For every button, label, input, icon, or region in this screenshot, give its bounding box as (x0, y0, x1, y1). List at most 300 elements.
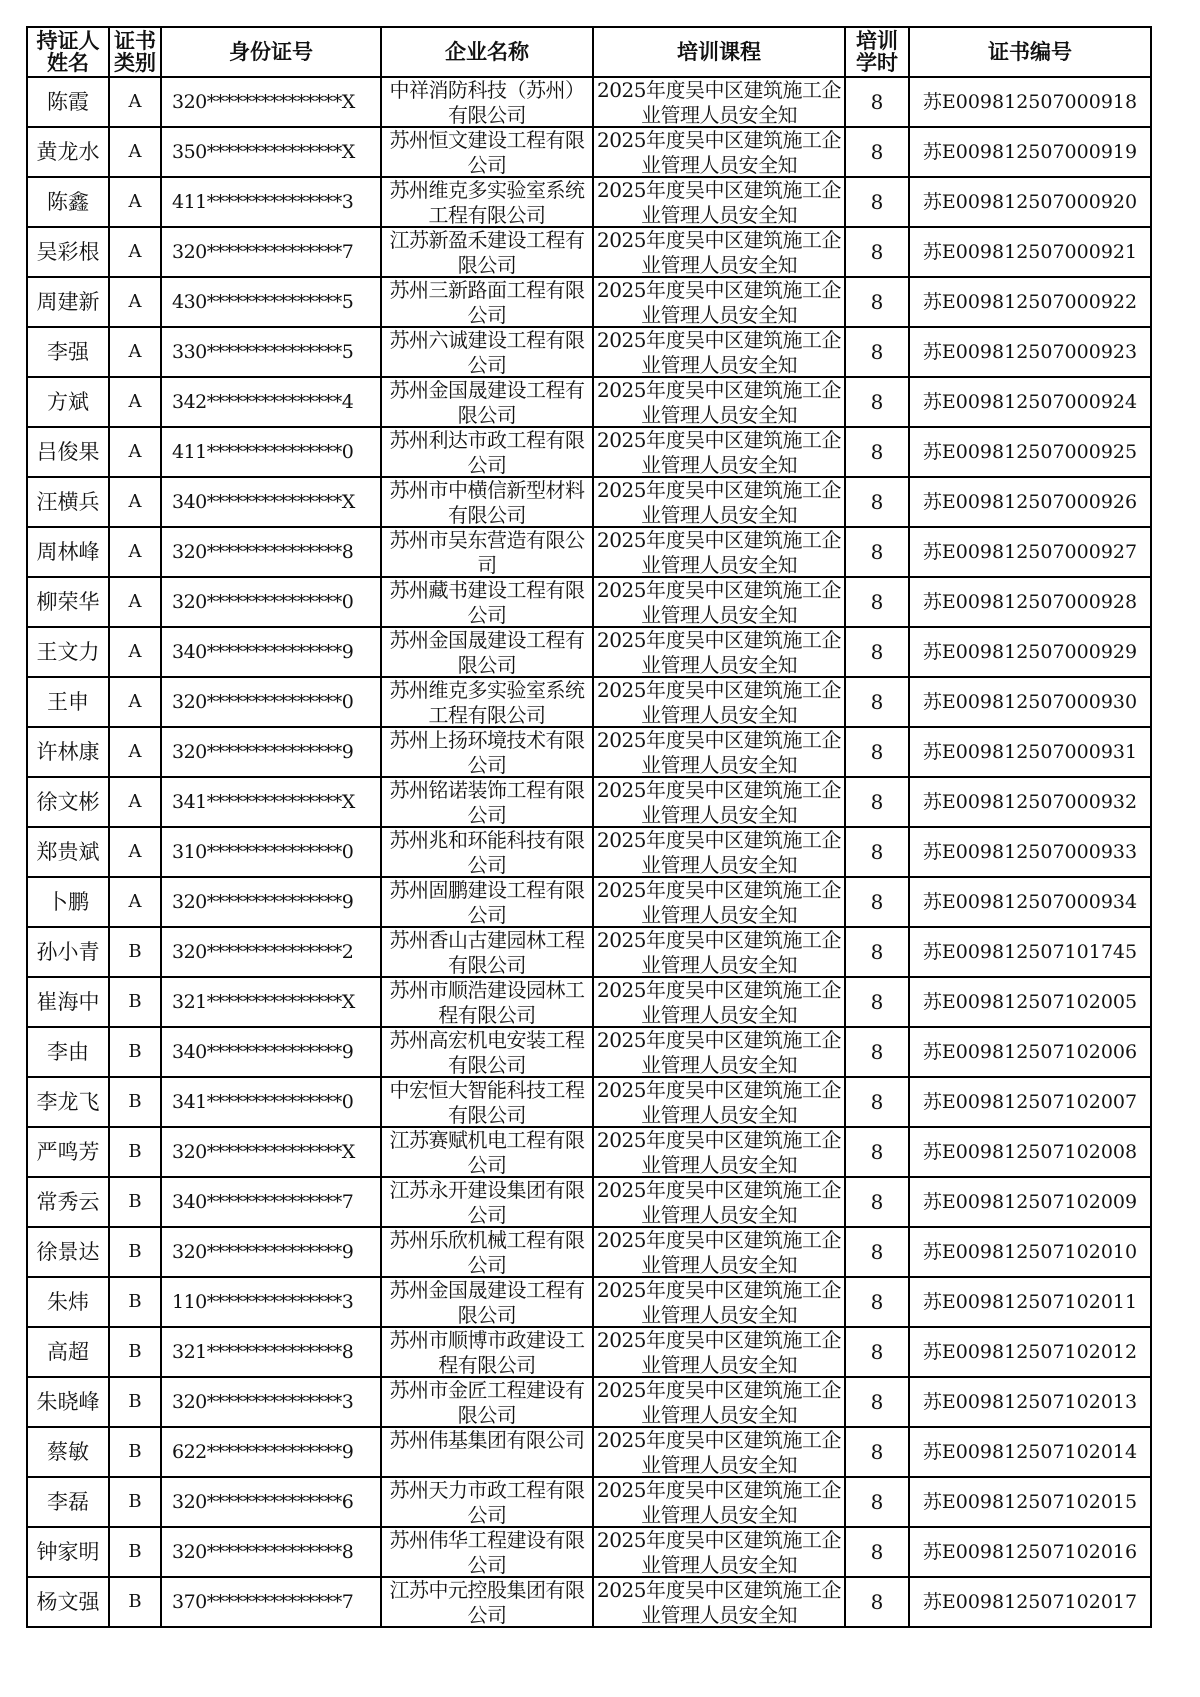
cell-course (593, 1277, 845, 1327)
cell-category: B (109, 1177, 161, 1227)
cell-course-text: 2025年度吴中区建筑施工企业管理人员安全知 (597, 878, 841, 926)
table-row (27, 927, 1151, 977)
cell-id-number: 350***************X (161, 127, 381, 177)
cell-id-number: 320***************X (161, 77, 381, 127)
cell-company-text: 苏州天力市政工程有限公司 (389, 1478, 585, 1526)
table-row (27, 577, 1151, 627)
cell-category: B (109, 1527, 161, 1577)
cell-company-text: 苏州伟基集团有限公司 (389, 1428, 585, 1452)
table-row (27, 877, 1151, 927)
cell-company-text: 苏州伟华工程建设有限公司 (389, 1528, 585, 1576)
cell-company (381, 927, 593, 977)
cell-category: A (109, 527, 161, 577)
cell-cert-no: 苏E009812507102008 (909, 1127, 1151, 1177)
cell-course-text: 2025年度吴中区建筑施工企业管理人员安全知 (597, 378, 841, 426)
cell-company-text: 苏州固鹏建设工程有限公司 (389, 878, 585, 926)
table-row (27, 827, 1151, 877)
cell-cert-no: 苏E009812507000929 (909, 627, 1151, 677)
cell-name: 蔡敏 (27, 1427, 109, 1477)
table-row (27, 1077, 1151, 1127)
cell-cert-no: 苏E009812507000930 (909, 677, 1151, 727)
cell-cert-no: 苏E009812507000926 (909, 477, 1151, 527)
table-row (27, 1427, 1151, 1477)
table-row (27, 277, 1151, 327)
cell-cert-no: 苏E009812507102007 (909, 1077, 1151, 1127)
cell-company-text: 苏州金国晟建设工程有限公司 (389, 1278, 585, 1326)
cell-company (381, 527, 593, 577)
cell-company-text: 苏州香山古建园林工程有限公司 (389, 928, 585, 976)
cell-company (381, 1227, 593, 1277)
cell-category: A (109, 327, 161, 377)
table-row (27, 1527, 1151, 1577)
cell-category: B (109, 1027, 161, 1077)
table-row (27, 1327, 1151, 1377)
cell-company (381, 877, 593, 927)
table-row (27, 727, 1151, 777)
cell-hours: 8 (845, 1527, 909, 1577)
table-row (27, 227, 1151, 277)
table-row (27, 527, 1151, 577)
header-row (27, 27, 1151, 77)
cell-course (593, 727, 845, 777)
cell-hours: 8 (845, 677, 909, 727)
cell-id-number: 320***************0 (161, 677, 381, 727)
cell-hours: 8 (845, 527, 909, 577)
cell-course-text: 2025年度吴中区建筑施工企业管理人员安全知 (597, 328, 841, 376)
cell-name: 周建新 (27, 277, 109, 327)
header-cert-no: 证书编号 (909, 27, 1151, 77)
cell-course-text: 2025年度吴中区建筑施工企业管理人员安全知 (597, 1178, 841, 1226)
cell-id-number: 340***************7 (161, 1177, 381, 1227)
table-header (27, 27, 1151, 77)
cell-course-text: 2025年度吴中区建筑施工企业管理人员安全知 (597, 628, 841, 676)
cell-hours: 8 (845, 1177, 909, 1227)
cell-cert-no: 苏E009812507000933 (909, 827, 1151, 877)
cell-id-number: 321***************X (161, 977, 381, 1027)
cell-id-number: 320***************3 (161, 1377, 381, 1427)
cell-company-text: 江苏中元控股集团有限公司 (389, 1578, 585, 1626)
header-name: 持证人姓名 (27, 27, 109, 77)
cell-hours: 8 (845, 77, 909, 127)
cell-id-number: 320***************X (161, 1127, 381, 1177)
cell-cert-no: 苏E009812507000922 (909, 277, 1151, 327)
cell-cert-no: 苏E009812507102010 (909, 1227, 1151, 1277)
cell-cert-no: 苏E009812507102016 (909, 1527, 1151, 1577)
cell-company (381, 477, 593, 527)
header-course: 培训课程 (593, 27, 845, 77)
cell-hours: 8 (845, 727, 909, 777)
cell-category: B (109, 927, 161, 977)
table-row (27, 377, 1151, 427)
cell-company (381, 1477, 593, 1527)
table-row (27, 1277, 1151, 1327)
cell-hours: 8 (845, 777, 909, 827)
cell-category: A (109, 827, 161, 877)
cell-hours: 8 (845, 327, 909, 377)
cell-company-text: 苏州市金匠工程建设有限公司 (389, 1378, 585, 1426)
cell-category: A (109, 777, 161, 827)
table-row (27, 77, 1151, 127)
cell-course (593, 1377, 845, 1427)
cell-category: A (109, 127, 161, 177)
table-row (27, 327, 1151, 377)
cell-course (593, 677, 845, 727)
cell-name: 崔海中 (27, 977, 109, 1027)
table-row (27, 177, 1151, 227)
cell-cert-no: 苏E009812507000921 (909, 227, 1151, 277)
cell-course-text: 2025年度吴中区建筑施工企业管理人员安全知 (597, 1428, 841, 1476)
cell-course-text: 2025年度吴中区建筑施工企业管理人员安全知 (597, 528, 841, 576)
cell-name: 汪横兵 (27, 477, 109, 527)
cell-hours: 8 (845, 877, 909, 927)
cell-id-number: 320***************8 (161, 1527, 381, 1577)
cell-hours: 8 (845, 1577, 909, 1627)
table-body (27, 77, 1151, 1627)
cell-id-number: 341***************0 (161, 1077, 381, 1127)
cell-course-text: 2025年度吴中区建筑施工企业管理人员安全知 (597, 1228, 841, 1276)
cell-course (593, 227, 845, 277)
cell-name: 吕俊果 (27, 427, 109, 477)
cell-name: 严鸣芳 (27, 1127, 109, 1177)
cell-category: B (109, 977, 161, 1027)
cell-id-number: 370***************7 (161, 1577, 381, 1627)
cell-cert-no: 苏E009812507102009 (909, 1177, 1151, 1227)
table-row (27, 677, 1151, 727)
cell-category: B (109, 1577, 161, 1627)
cell-company-text: 苏州市中横信新型材料有限公司 (389, 478, 585, 526)
cell-course-text: 2025年度吴中区建筑施工企业管理人员安全知 (597, 428, 841, 476)
cell-company-text: 苏州三新路面工程有限公司 (389, 278, 585, 326)
cell-company-text: 中宏恒大智能科技工程有限公司 (389, 1078, 585, 1126)
cell-course-text: 2025年度吴中区建筑施工企业管理人员安全知 (597, 1578, 841, 1626)
cell-course (593, 877, 845, 927)
cell-cert-no: 苏E009812507000932 (909, 777, 1151, 827)
cell-course (593, 477, 845, 527)
cell-id-number: 411***************3 (161, 177, 381, 227)
table-row (27, 777, 1151, 827)
cell-company-text: 苏州金国晟建设工程有限公司 (389, 378, 585, 426)
cell-cert-no: 苏E009812507000928 (909, 577, 1151, 627)
cell-hours: 8 (845, 1477, 909, 1527)
cell-company (381, 827, 593, 877)
cell-name: 孙小青 (27, 927, 109, 977)
cell-name: 王申 (27, 677, 109, 727)
cell-category: B (109, 1427, 161, 1477)
header-company: 企业名称 (381, 27, 593, 77)
cell-hours: 8 (845, 477, 909, 527)
cell-company-text: 中祥消防科技（苏州）有限公司 (389, 78, 585, 126)
cell-name: 朱晓峰 (27, 1377, 109, 1427)
cell-name: 徐文彬 (27, 777, 109, 827)
cell-category: A (109, 277, 161, 327)
cell-course-text: 2025年度吴中区建筑施工企业管理人员安全知 (597, 78, 841, 126)
cell-id-number: 622***************9 (161, 1427, 381, 1477)
table-row (27, 1177, 1151, 1227)
cell-category: A (109, 627, 161, 677)
cell-company (381, 577, 593, 627)
cell-name: 李强 (27, 327, 109, 377)
cell-course (593, 1477, 845, 1527)
cell-category: B (109, 1327, 161, 1377)
cell-hours: 8 (845, 1127, 909, 1177)
cell-name: 钟家明 (27, 1527, 109, 1577)
cell-name: 朱炜 (27, 1277, 109, 1327)
cell-company (381, 1327, 593, 1377)
cell-id-number: 430***************5 (161, 277, 381, 327)
cell-category: B (109, 1377, 161, 1427)
cell-category: A (109, 577, 161, 627)
cell-course (593, 277, 845, 327)
cell-course (593, 327, 845, 377)
cell-company (381, 1527, 593, 1577)
cell-name: 郑贵斌 (27, 827, 109, 877)
cell-company (381, 977, 593, 1027)
cell-category: A (109, 677, 161, 727)
cell-company (381, 1077, 593, 1127)
cell-company-text: 苏州市顺浩建设园林工程有限公司 (389, 978, 585, 1026)
cell-hours: 8 (845, 227, 909, 277)
cell-cert-no: 苏E009812507102013 (909, 1377, 1151, 1427)
cell-course-text: 2025年度吴中区建筑施工企业管理人员安全知 (597, 828, 841, 876)
cell-hours: 8 (845, 577, 909, 627)
cell-course (593, 1027, 845, 1077)
cell-course (593, 827, 845, 877)
cell-category: B (109, 1077, 161, 1127)
cell-company-text: 苏州利达市政工程有限公司 (389, 428, 585, 476)
cell-name: 常秀云 (27, 1177, 109, 1227)
cell-cert-no: 苏E009812507000923 (909, 327, 1151, 377)
certificate-table (26, 26, 1152, 1628)
cell-cert-no: 苏E009812507102014 (909, 1427, 1151, 1477)
cell-id-number: 320***************0 (161, 577, 381, 627)
cell-company (381, 1027, 593, 1077)
cell-company (381, 1177, 593, 1227)
cell-cert-no: 苏E009812507102005 (909, 977, 1151, 1027)
cell-course (593, 1077, 845, 1127)
cell-course (593, 77, 845, 127)
cell-course-text: 2025年度吴中区建筑施工企业管理人员安全知 (597, 1028, 841, 1076)
cell-id-number: 411***************0 (161, 427, 381, 477)
cell-company-text: 苏州市顺博市政建设工程有限公司 (389, 1328, 585, 1376)
cell-company (381, 177, 593, 227)
cell-name: 王文力 (27, 627, 109, 677)
cell-course-text: 2025年度吴中区建筑施工企业管理人员安全知 (597, 1078, 841, 1126)
cell-cert-no: 苏E009812507000927 (909, 527, 1151, 577)
cell-hours: 8 (845, 127, 909, 177)
cell-company (381, 77, 593, 127)
cell-company (381, 727, 593, 777)
cell-id-number: 320***************9 (161, 1227, 381, 1277)
cell-name: 李龙飞 (27, 1077, 109, 1127)
cell-cert-no: 苏E009812507000920 (909, 177, 1151, 227)
cell-course (593, 1327, 845, 1377)
cell-hours: 8 (845, 277, 909, 327)
cell-id-number: 342***************4 (161, 377, 381, 427)
cell-company-text: 苏州维克多实验室系统工程有限公司 (389, 678, 585, 726)
cell-id-number: 340***************9 (161, 1027, 381, 1077)
cell-course-text: 2025年度吴中区建筑施工企业管理人员安全知 (597, 778, 841, 826)
cell-course-text: 2025年度吴中区建筑施工企业管理人员安全知 (597, 678, 841, 726)
cell-course (593, 377, 845, 427)
table-row (27, 1477, 1151, 1527)
cell-company (381, 127, 593, 177)
cell-course-text: 2025年度吴中区建筑施工企业管理人员安全知 (597, 228, 841, 276)
cell-name: 高超 (27, 1327, 109, 1377)
cell-category: A (109, 727, 161, 777)
cell-course (593, 1527, 845, 1577)
cell-hours: 8 (845, 1327, 909, 1377)
cell-id-number: 310***************0 (161, 827, 381, 877)
cell-company (381, 1127, 593, 1177)
cell-id-number: 320***************2 (161, 927, 381, 977)
table-row (27, 477, 1151, 527)
cell-company (381, 327, 593, 377)
cell-company-text: 江苏永开建设集团有限公司 (389, 1178, 585, 1226)
cell-course (593, 627, 845, 677)
cell-course (593, 1177, 845, 1227)
cell-company-text: 苏州上扬环境技术有限公司 (389, 728, 585, 776)
cell-course (593, 1427, 845, 1477)
table-row (27, 977, 1151, 1027)
cell-course (593, 777, 845, 827)
cell-cert-no: 苏E009812507000919 (909, 127, 1151, 177)
cell-company-text: 苏州乐欣机械工程有限公司 (389, 1228, 585, 1276)
cell-cert-no: 苏E009812507102015 (909, 1477, 1151, 1527)
cell-hours: 8 (845, 427, 909, 477)
cell-cert-no: 苏E009812507102006 (909, 1027, 1151, 1077)
cell-company-text: 苏州兆和环能科技有限公司 (389, 828, 585, 876)
cell-course (593, 177, 845, 227)
cell-name: 卜鹏 (27, 877, 109, 927)
cell-category: B (109, 1227, 161, 1277)
table-row (27, 1127, 1151, 1177)
cell-name: 李磊 (27, 1477, 109, 1527)
cell-company-text: 苏州藏书建设工程有限公司 (389, 578, 585, 626)
cell-hours: 8 (845, 177, 909, 227)
cell-course-text: 2025年度吴中区建筑施工企业管理人员安全知 (597, 578, 841, 626)
cell-hours: 8 (845, 1277, 909, 1327)
cell-hours: 8 (845, 1227, 909, 1277)
cell-name: 许林康 (27, 727, 109, 777)
table-row (27, 127, 1151, 177)
cell-name: 陈鑫 (27, 177, 109, 227)
cell-company-text: 江苏新盈禾建设工程有限公司 (389, 228, 585, 276)
cell-company (381, 277, 593, 327)
cell-category: B (109, 1127, 161, 1177)
table-row (27, 1377, 1151, 1427)
cell-name: 李由 (27, 1027, 109, 1077)
cell-cert-no: 苏E009812507000924 (909, 377, 1151, 427)
cell-course (593, 927, 845, 977)
cell-category: A (109, 227, 161, 277)
cell-hours: 8 (845, 1427, 909, 1477)
cell-course-text: 2025年度吴中区建筑施工企业管理人员安全知 (597, 1328, 841, 1376)
cell-cert-no: 苏E009812507000934 (909, 877, 1151, 927)
cell-category: B (109, 1277, 161, 1327)
table-row (27, 1227, 1151, 1277)
cell-course-text: 2025年度吴中区建筑施工企业管理人员安全知 (597, 1278, 841, 1326)
cell-company-text: 苏州铭诺装饰工程有限公司 (389, 778, 585, 826)
cell-course-text: 2025年度吴中区建筑施工企业管理人员安全知 (597, 128, 841, 176)
cell-name: 周林峰 (27, 527, 109, 577)
cell-course (593, 577, 845, 627)
table-row (27, 1027, 1151, 1077)
cell-course-text: 2025年度吴中区建筑施工企业管理人员安全知 (597, 728, 841, 776)
cell-course (593, 1577, 845, 1627)
cell-course-text: 2025年度吴中区建筑施工企业管理人员安全知 (597, 1478, 841, 1526)
cell-hours: 8 (845, 977, 909, 1027)
cell-id-number: 320***************6 (161, 1477, 381, 1527)
cell-id-number: 320***************9 (161, 877, 381, 927)
cell-category: B (109, 1477, 161, 1527)
cell-category: A (109, 477, 161, 527)
cell-id-number: 340***************X (161, 477, 381, 527)
cell-company-text: 苏州高宏机电安装工程有限公司 (389, 1028, 585, 1076)
cell-company-text: 苏州维克多实验室系统工程有限公司 (389, 178, 585, 226)
cell-company (381, 1277, 593, 1327)
cell-company (381, 227, 593, 277)
cell-category: A (109, 377, 161, 427)
cell-company (381, 1377, 593, 1427)
cell-course-text: 2025年度吴中区建筑施工企业管理人员安全知 (597, 178, 841, 226)
cell-category: A (109, 77, 161, 127)
cell-company (381, 377, 593, 427)
cell-company (381, 1577, 593, 1627)
table-row (27, 1577, 1151, 1627)
cell-category: A (109, 177, 161, 227)
cell-company-text: 苏州金国晟建设工程有限公司 (389, 628, 585, 676)
cell-cert-no: 苏E009812507000925 (909, 427, 1151, 477)
cell-id-number: 320***************8 (161, 527, 381, 577)
cell-category: A (109, 877, 161, 927)
cell-company-text: 苏州六诚建设工程有限公司 (389, 328, 585, 376)
cell-name: 柳荣华 (27, 577, 109, 627)
cell-course (593, 1127, 845, 1177)
header-category: 证书类别 (109, 27, 161, 77)
cell-hours: 8 (845, 377, 909, 427)
cell-id-number: 320***************7 (161, 227, 381, 277)
cell-course-text: 2025年度吴中区建筑施工企业管理人员安全知 (597, 1378, 841, 1426)
cell-course-text: 2025年度吴中区建筑施工企业管理人员安全知 (597, 1528, 841, 1576)
certificate-list-page (26, 26, 1152, 1628)
cell-course-text: 2025年度吴中区建筑施工企业管理人员安全知 (597, 1128, 841, 1176)
cell-course (593, 127, 845, 177)
cell-company (381, 427, 593, 477)
cell-course-text: 2025年度吴中区建筑施工企业管理人员安全知 (597, 278, 841, 326)
cell-id-number: 330***************5 (161, 327, 381, 377)
cell-cert-no: 苏E009812507101745 (909, 927, 1151, 977)
cell-category: A (109, 427, 161, 477)
cell-cert-no: 苏E009812507000931 (909, 727, 1151, 777)
cell-name: 方斌 (27, 377, 109, 427)
cell-cert-no: 苏E009812507000918 (909, 77, 1151, 127)
cell-hours: 8 (845, 627, 909, 677)
cell-id-number: 321***************8 (161, 1327, 381, 1377)
cell-cert-no: 苏E009812507102017 (909, 1577, 1151, 1627)
cell-hours: 8 (845, 1377, 909, 1427)
cell-name: 黄龙水 (27, 127, 109, 177)
cell-company (381, 1427, 593, 1477)
cell-name: 杨文强 (27, 1577, 109, 1627)
cell-hours: 8 (845, 1027, 909, 1077)
cell-id-number: 110***************3 (161, 1277, 381, 1327)
table-row (27, 627, 1151, 677)
header-hours: 培训学时 (845, 27, 909, 77)
cell-company-text: 苏州市吴东营造有限公司 (389, 528, 585, 576)
cell-name: 徐景达 (27, 1227, 109, 1277)
table-row (27, 427, 1151, 477)
cell-hours: 8 (845, 827, 909, 877)
